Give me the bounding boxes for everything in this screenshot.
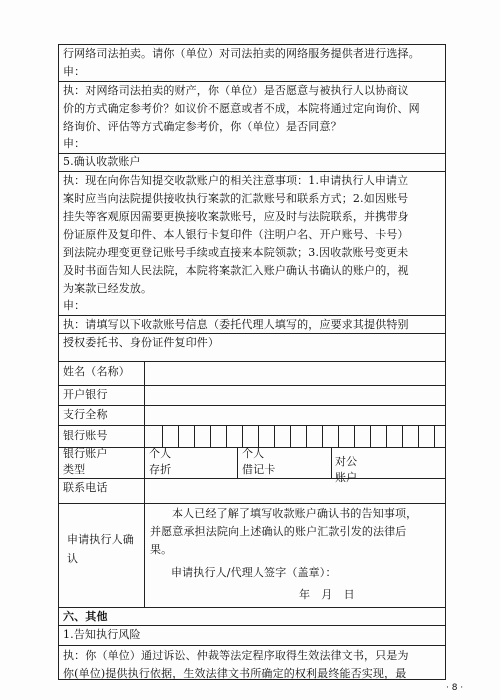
confirm-label: 申请执行人确 — [67, 533, 134, 546]
confirm-statement: 果。 — [150, 543, 173, 556]
bank-digit-box[interactable] — [226, 426, 242, 447]
question-text: 执：你（单位）通过诉讼、仲裁等法定程序取得生效法律文书，只是为 — [63, 649, 409, 662]
type-column-divider — [237, 447, 238, 478]
option-corporate[interactable]: 账户 — [335, 471, 358, 484]
question-text: 你(单位)提供执行依据，生效法律文书所确定的权利最终能否实现，最 — [63, 667, 407, 680]
section-heading: 5.确认收款账户 — [63, 155, 141, 168]
question-text: 份证原件及复印件、本人银行卡复印件（注明户名、开户账号、卡号） — [63, 228, 409, 241]
signature-line: 申请执行人/代理人签字（盖章）： — [171, 566, 337, 579]
row-divider — [59, 405, 445, 406]
phone-label: 联系电话 — [63, 481, 108, 494]
name-label: 姓名（名称） — [63, 365, 130, 378]
option-debit-card[interactable]: 借记卡 — [242, 463, 276, 476]
account-type-label: 类型 — [63, 463, 86, 476]
account-type-label: 银行账户 — [63, 447, 108, 460]
bank-digit-box[interactable] — [322, 426, 338, 447]
option-debit-card[interactable]: 个人 — [242, 447, 265, 460]
bank-digit-box[interactable] — [290, 426, 306, 447]
bank-digit-box[interactable] — [370, 426, 386, 447]
option-passbook[interactable]: 个人 — [149, 447, 172, 460]
applicant-answer: 申： — [63, 137, 86, 150]
bank-digit-box[interactable] — [178, 426, 194, 447]
bank-digit-box[interactable] — [338, 426, 354, 447]
question-text: 执：请填写以下收款账号信息（委托代理人填写的，应要求其提供特别 — [63, 318, 409, 331]
type-column-divider — [331, 447, 332, 478]
row-divider — [59, 607, 445, 608]
bank-digit-box[interactable] — [386, 426, 402, 447]
confirm-statement: 本人已经了解了填写收款账户确认书的告知事项， — [172, 507, 418, 520]
bank-digit-box[interactable] — [274, 426, 290, 447]
question-text: 挂失等客观原因需要更换接收案款账号，应及时与法院联系，并携带身 — [63, 210, 409, 223]
branch-label: 支行全称 — [63, 408, 108, 421]
bank-digit-box[interactable] — [210, 426, 226, 447]
bank-digit-box[interactable] — [162, 426, 178, 447]
applicant-answer: 申： — [63, 65, 86, 78]
bank-digit-box[interactable] — [402, 426, 418, 447]
row-divider — [59, 385, 445, 386]
account-label: 银行账号 — [63, 429, 108, 442]
question-text: 为案款已经发放。 — [63, 282, 153, 295]
question-text: 授权委托书、身份证件复印件） — [63, 336, 220, 349]
question-text: 案时应当向法院提供接收执行案款的汇款账号和联系方式；2.如因账号 — [63, 192, 409, 205]
bank-digit-box[interactable] — [194, 426, 210, 447]
label-column-divider — [144, 361, 145, 607]
subsection-heading: 1.告知执行风险 — [63, 628, 141, 641]
bank-digit-box[interactable] — [258, 426, 274, 447]
date-line: 年 月 日 — [299, 588, 355, 601]
bank-digit-box[interactable] — [418, 426, 434, 447]
question-text: 络询价、评估等方式确定参考价，你（单位）是否同意？ — [63, 120, 342, 133]
bank-label: 开户银行 — [63, 388, 108, 401]
question-text: 执：现在向你告知提交收款账户的相关注意事项：1.申请执行人申请立 — [63, 174, 409, 187]
confirm-label: 认 — [67, 552, 79, 565]
page-number: · 8 · — [446, 683, 464, 693]
row-divider — [59, 361, 445, 362]
applicant-answer: 申： — [63, 299, 86, 312]
bank-digit-box[interactable] — [354, 426, 370, 447]
row-divider — [59, 645, 445, 646]
bank-digit-box[interactable] — [434, 426, 450, 447]
bank-digit-box[interactable] — [242, 426, 258, 447]
section-heading: 六、其他 — [63, 610, 108, 623]
question-text: 到法院办理变更登记账号手续或直接来本院领款；3.因收款账号变更未 — [63, 246, 409, 259]
question-text: 及时书面告知人民法院，本院将案款汇入账户确认书确认的账户的，视 — [63, 264, 409, 277]
form-table — [58, 44, 446, 680]
bank-digit-box[interactable] — [306, 426, 322, 447]
confirm-statement: 并愿意承担法院向上述确认的账户汇款引发的法律后 — [150, 525, 407, 538]
row-divider — [59, 503, 445, 504]
option-passbook[interactable]: 存折 — [149, 463, 172, 476]
text-line: 行网络司法拍卖。请你（单位）对司法拍卖的网络服务提供者进行选择。 — [63, 47, 420, 60]
question-text: 价的方式确定参考价？如议价不愿意或者不成，本院将通过定向询价、网 — [63, 102, 420, 115]
question-text: 执：对网络司法拍卖的财产，你（单位）是否愿意与被执行人以协商议 — [63, 84, 409, 97]
option-corporate[interactable]: 对公 — [335, 455, 358, 468]
